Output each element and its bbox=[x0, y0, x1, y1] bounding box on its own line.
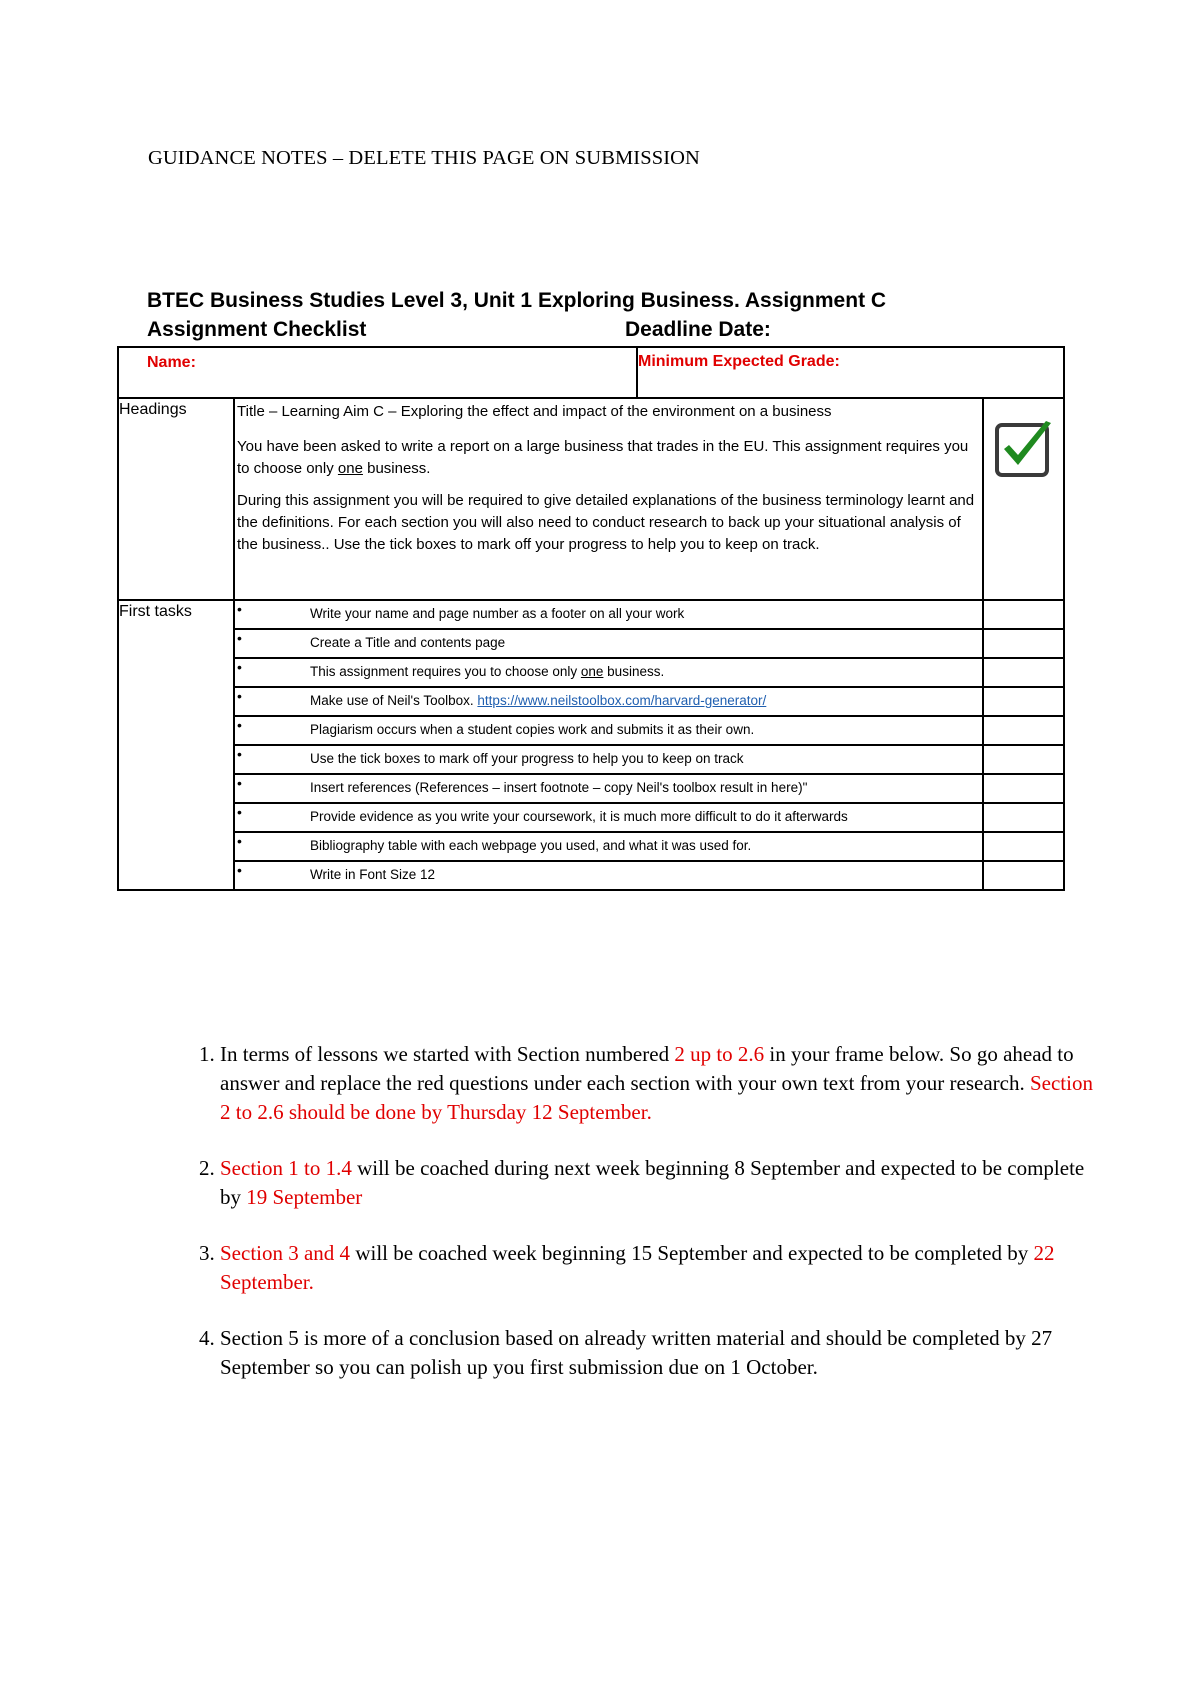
note-item-1: 1. In terms of lessons we started with Section numbered 2 up to 2.6 in your frame below. So go ahead to answer and replace the red questions under each section with your own text from your research. Section 2 to 2.6 should be done by Thursday 12 September. bbox=[220, 1040, 1100, 1127]
tick-box[interactable] bbox=[983, 803, 1064, 832]
task-item: • Bibliography table with each webpage you used, and what it was used for. bbox=[234, 832, 983, 861]
tick-box[interactable] bbox=[983, 687, 1064, 716]
note-item-3: 3. Section 3 and 4 will be coached week beginning 15 September and expected to be completed by 22 September. bbox=[220, 1239, 1100, 1297]
name-field[interactable]: Name: bbox=[118, 347, 637, 398]
tick-box[interactable] bbox=[983, 745, 1064, 774]
tick-box-headings[interactable] bbox=[983, 398, 1064, 600]
bullet-icon: • bbox=[237, 804, 242, 820]
guidance-notes: GUIDANCE NOTES – DELETE THIS PAGE ON SUBMISSION bbox=[148, 147, 700, 169]
task-item: • Write your name and page number as a footer on all your work bbox=[234, 600, 983, 629]
headings-label: Headings bbox=[118, 398, 234, 600]
headings-row bbox=[118, 398, 1064, 600]
bullet-icon: • bbox=[237, 659, 242, 675]
bullet-icon: • bbox=[237, 862, 242, 878]
task-row bbox=[118, 832, 1064, 861]
checklist-title: Assignment Checklist bbox=[147, 318, 367, 341]
task-row bbox=[118, 803, 1064, 832]
bullet-icon: • bbox=[237, 688, 242, 704]
name-row bbox=[118, 347, 1064, 398]
task-row bbox=[118, 687, 1064, 716]
tick-box[interactable] bbox=[983, 774, 1064, 803]
min-grade-field[interactable]: Minimum Expected Grade: bbox=[637, 347, 1064, 398]
task-item: • This assignment requires you to choose only one business. bbox=[234, 658, 983, 687]
bullet-icon: • bbox=[237, 630, 242, 646]
task-item: • Provide evidence as you write your coursework, it is much more difficult to do it afterwards bbox=[234, 803, 983, 832]
task-item: • Insert references (References – insert footnote – copy Neil's toolbox result in here)" bbox=[234, 774, 983, 803]
document-title: BTEC Business Studies Level 3, Unit 1 Exploring Business. Assignment C bbox=[147, 289, 887, 312]
intro-paragraph-1: You have been asked to write a report on a large business that trades in the EU. This assignment requires you to choose only one business. bbox=[237, 438, 969, 477]
task-row bbox=[118, 861, 1064, 890]
first-tasks-label: First tasks bbox=[118, 600, 234, 890]
tick-box[interactable] bbox=[983, 658, 1064, 687]
intro-paragraph-2: During this assignment you will be required to give detailed explanations of the business terminology learnt and the definitions. For each section you will also need to conduct research to back up your situational analysis of the business.. Use the tick boxes to mark off your progress to help you to keep on track. bbox=[237, 492, 975, 553]
bullet-icon: • bbox=[237, 833, 242, 849]
task-item: • Use the tick boxes to mark off your progress to help you to keep on track bbox=[234, 745, 983, 774]
schedule-notes-list bbox=[178, 1040, 1100, 1409]
bullet-icon: • bbox=[237, 746, 242, 762]
bullet-icon: • bbox=[237, 601, 242, 617]
task-row bbox=[118, 774, 1064, 803]
neils-toolbox-link[interactable]: https://www.neilstoolbox.com/harvard-generator/ bbox=[477, 693, 767, 708]
intro-cell bbox=[234, 398, 983, 600]
deadline-label: Deadline Date: bbox=[625, 318, 771, 341]
bullet-icon: • bbox=[237, 775, 242, 791]
assignment-title: Title – Learning Aim C – Exploring the effect and impact of the environment on a business bbox=[237, 403, 832, 420]
bullet-icon: • bbox=[237, 717, 242, 733]
tick-box[interactable] bbox=[983, 716, 1064, 745]
task-row bbox=[118, 629, 1064, 658]
task-item: • Write in Font Size 12 bbox=[234, 861, 983, 890]
task-item: • Create a Title and contents page bbox=[234, 629, 983, 658]
task-item: • Plagiarism occurs when a student copies work and submits it as their own. bbox=[234, 716, 983, 745]
task-row bbox=[118, 745, 1064, 774]
checkmark-icon bbox=[994, 419, 1054, 481]
note-item-4: 4. Section 5 is more of a conclusion based on already written material and should be completed by 27 September so you can polish up you first submission due on 1 October. bbox=[220, 1324, 1100, 1382]
task-item: • Make use of Neil's Toolbox. https://www.neilstoolbox.com/harvard-generator/ bbox=[234, 687, 983, 716]
task-row bbox=[118, 658, 1064, 687]
note-item-2: 2. Section 1 to 1.4 will be coached during next week beginning 8 September and expected to be complete by 19 September bbox=[220, 1154, 1100, 1212]
checklist-heading-line bbox=[147, 318, 771, 342]
tick-box[interactable] bbox=[983, 861, 1064, 890]
assignment-checklist-table bbox=[117, 346, 1065, 891]
tick-box[interactable] bbox=[983, 629, 1064, 658]
task-row bbox=[118, 600, 1064, 629]
task-row bbox=[118, 716, 1064, 745]
tick-box[interactable] bbox=[983, 832, 1064, 861]
tick-box[interactable] bbox=[983, 600, 1064, 629]
